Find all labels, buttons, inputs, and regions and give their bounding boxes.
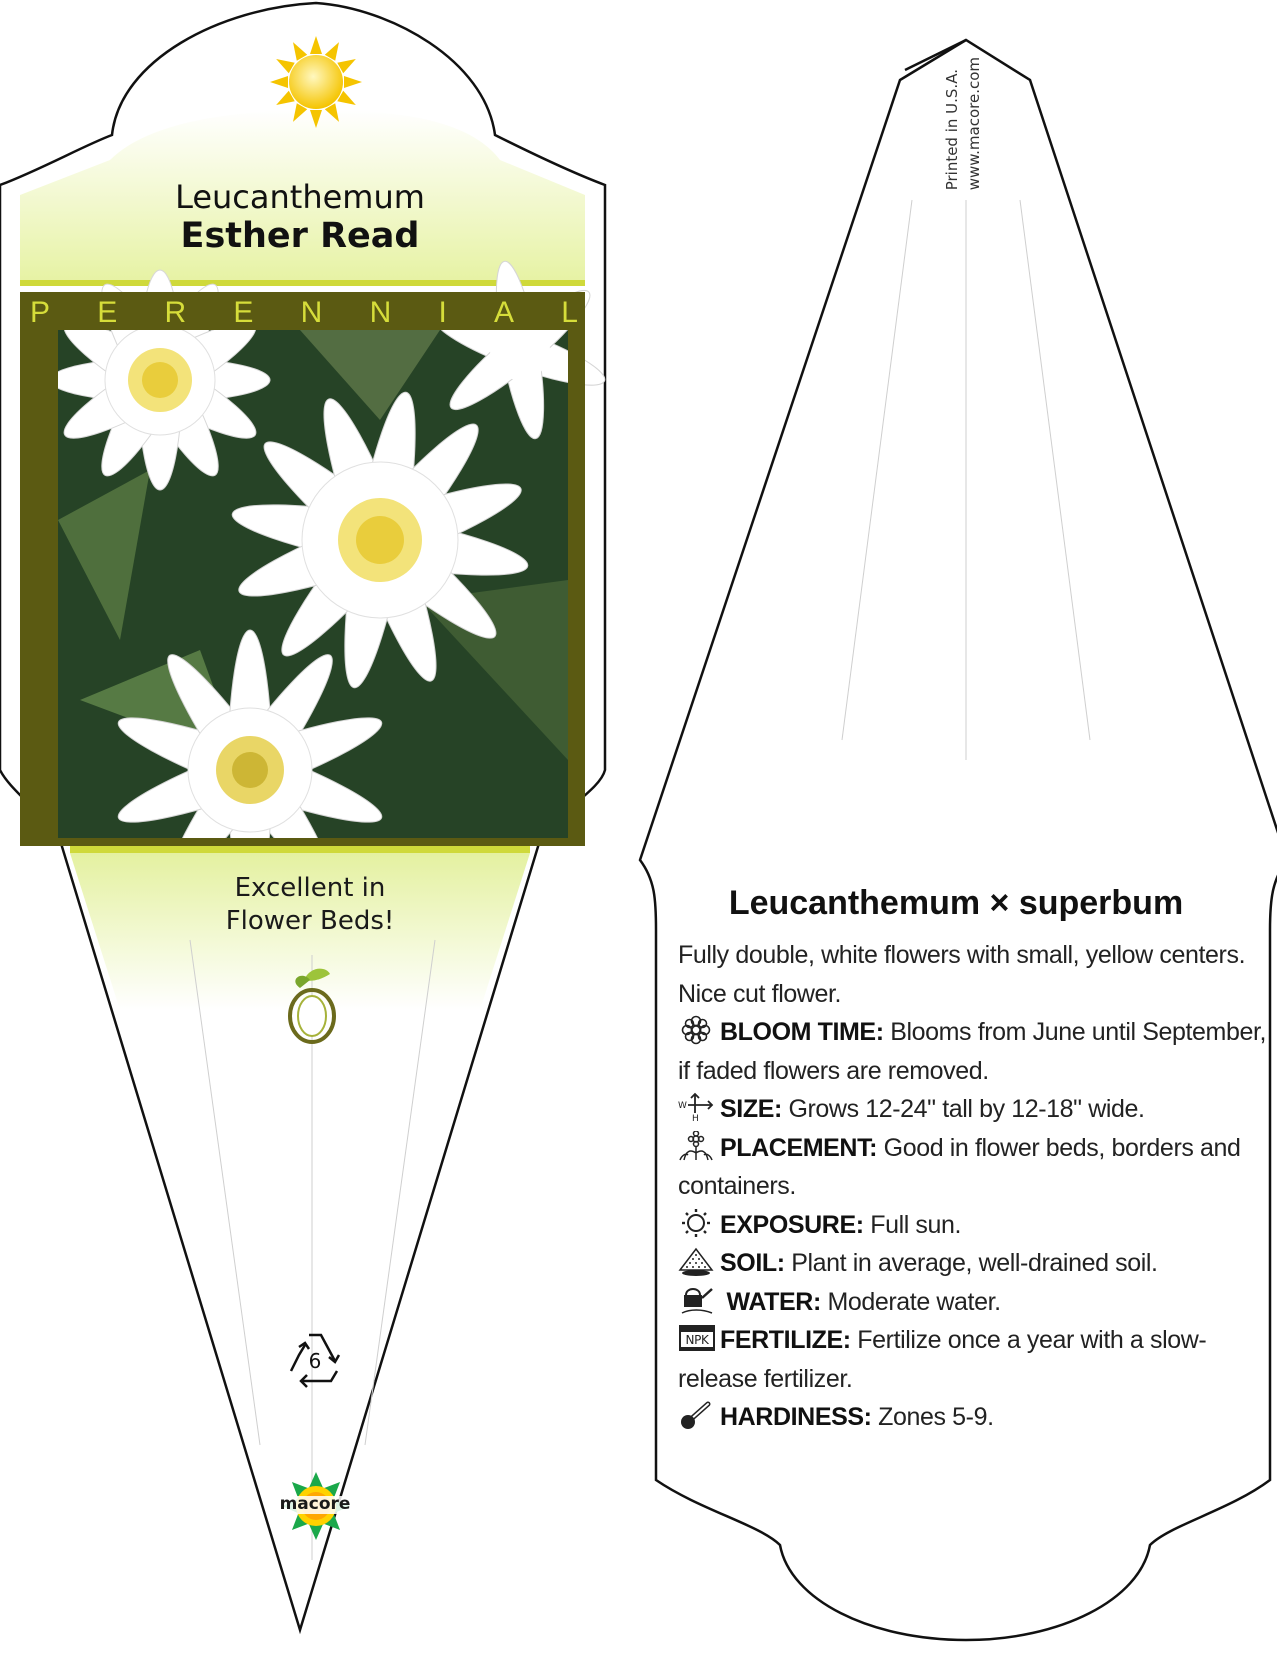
category-label — [30, 296, 578, 330]
npk-icon — [678, 1323, 716, 1351]
water-text: Moderate water. — [827, 1287, 1001, 1316]
size-w-letter: W — [678, 1101, 687, 1111]
category-letter: L — [561, 296, 578, 329]
hardiness-label: HARDINESS: — [720, 1403, 872, 1431]
bloom-label: BLOOM TIME: — [720, 1018, 884, 1046]
sun-icon — [678, 1208, 716, 1236]
size-text: Grows 12-24" tall by 12-18" wide. — [788, 1095, 1145, 1123]
printed-in: Printed in U.S.A. — [943, 69, 961, 191]
category-letter: I — [438, 296, 447, 329]
thermometer-icon — [678, 1400, 716, 1428]
placement-icon — [678, 1131, 716, 1159]
print-info — [941, 57, 985, 190]
tagline-line: Excellent in — [234, 873, 386, 903]
placement-label: PLACEMENT: — [720, 1133, 878, 1162]
size-h-letter: H — [692, 1114, 699, 1122]
soil-text: Plant in average, well-drained soil. — [791, 1249, 1158, 1277]
category-letter: R — [164, 296, 187, 329]
recycle-code: 6 — [308, 1349, 322, 1373]
tagline — [150, 872, 470, 938]
exposure-label: EXPOSURE: — [720, 1210, 864, 1239]
care-item-hardiness — [678, 1398, 1268, 1437]
soil-icon — [678, 1246, 716, 1274]
category-letter: N — [369, 296, 392, 329]
category-letter: E — [97, 296, 118, 329]
variety-name: Esther Read — [180, 216, 420, 256]
flower-photo — [50, 258, 611, 910]
soil-label: SOIL: — [720, 1249, 785, 1277]
watering-can-icon — [678, 1285, 716, 1313]
category-letter: E — [233, 296, 254, 329]
botanical-name: Leucanthemum × superbum — [728, 884, 1184, 922]
care-item-water — [678, 1283, 1268, 1322]
exposure-text: Full sun. — [870, 1210, 962, 1239]
category-letter: P — [30, 296, 51, 329]
hardiness-text: Zones 5-9. — [878, 1403, 994, 1431]
common-name: Leucanthemum — [175, 178, 425, 216]
care-item-placement — [678, 1129, 1268, 1206]
fertilize-label: FERTILIZE: — [720, 1326, 851, 1354]
water-label: WATER: — [726, 1287, 821, 1316]
care-info — [678, 936, 1268, 1437]
care-item-size — [678, 1090, 1268, 1129]
care-item-fertilize — [678, 1321, 1268, 1398]
plant-description: Fully double, white flowers with small, yellow centers. Nice cut flower. — [678, 941, 1246, 1008]
bloom-text: Blooms from June until September, if faded flowers are removed. — [678, 1018, 1267, 1085]
size-icon — [678, 1092, 716, 1120]
size-label: SIZE: — [720, 1095, 782, 1123]
tagline-line: Flower Beds! — [225, 906, 395, 936]
fertilize-text: Fertilize once a year with a slow-release fertilizer. — [678, 1326, 1207, 1393]
brand-name: macore — [279, 1494, 351, 1514]
placement-text: Good in flower beds, borders and containers. — [678, 1133, 1241, 1200]
flower-icon — [678, 1015, 716, 1043]
care-item-exposure — [678, 1206, 1268, 1245]
npk-text: NPK — [685, 1333, 709, 1347]
care-item-bloom — [678, 1013, 1268, 1090]
category-letter: N — [300, 296, 323, 329]
website: www.macore.com — [965, 57, 983, 191]
care-item-soil — [678, 1244, 1268, 1283]
category-letter: A — [494, 296, 515, 329]
